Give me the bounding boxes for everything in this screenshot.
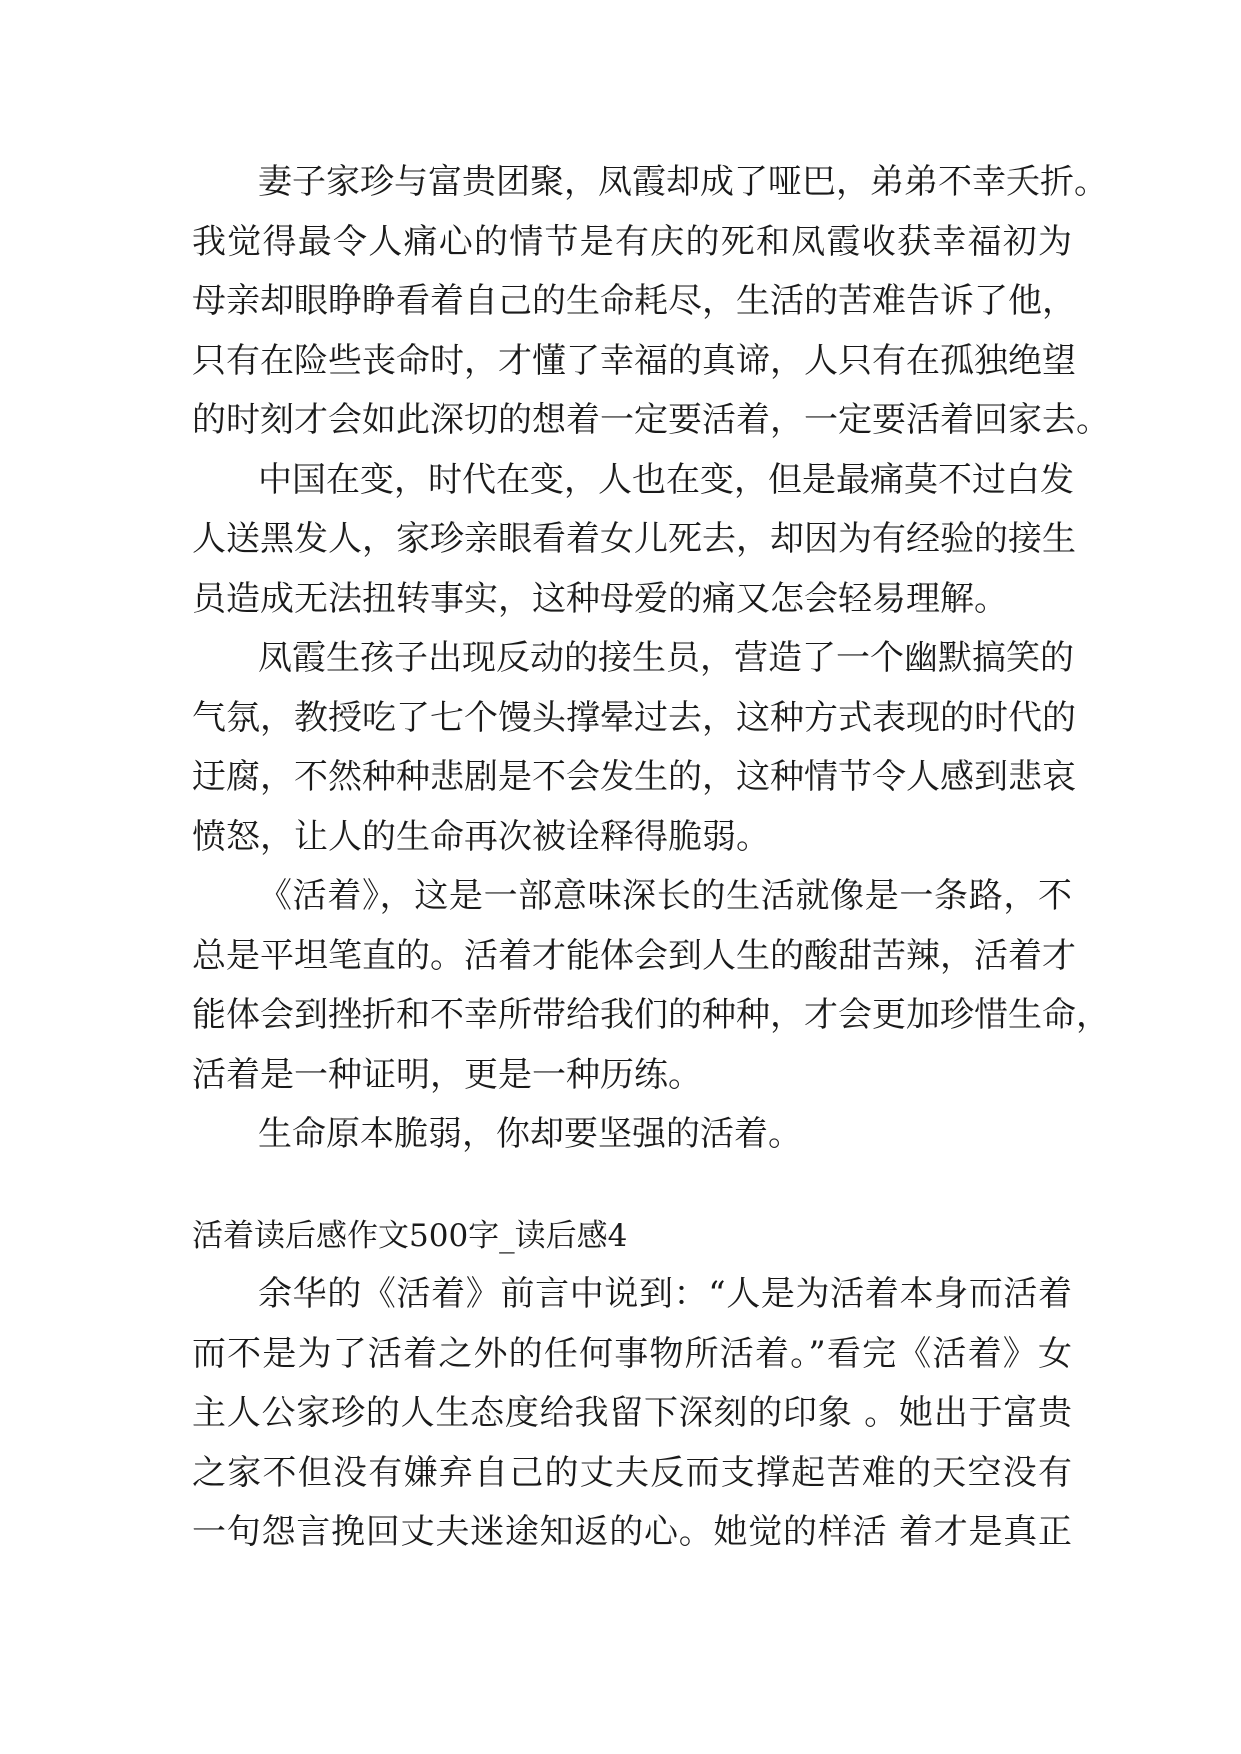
paragraph-line: 总是平坦笔直的。活着才能体会到人生的酸甜苦辣，活着才 (192, 936, 1076, 976)
paragraph-line: 的时刻才会如此深切的想着一定要活着，一定要活着回家去。 (192, 400, 1110, 440)
paragraph-line: 凤霞生孩子出现反动的接生员，营造了一个幽默搞笑的 (258, 638, 1074, 678)
paragraph-line: 我觉得最令人痛心的情节是有庆的死和凤霞收获幸福初为 (192, 222, 1072, 262)
paragraph-line: 只有在险些丧命时，才懂了幸福的真谛，人只有在孤独绝望 (192, 341, 1076, 381)
paragraph-line: 员造成无法扭转事实，这种母爱的痛又怎会轻易理解。 (192, 579, 1008, 619)
paragraph-line: 中国在变，时代在变，人也在变，但是最痛莫不过白发 (258, 460, 1074, 500)
paragraph-line: 之家不但没有嫌弃自己的丈夫反而支撑起苦难的天空没有 (192, 1453, 1072, 1493)
paragraph-line: 妻子家珍与富贵团聚，凤霞却成了哑巴，弟弟不幸夭折。 (258, 162, 1108, 202)
paragraph-line: 生命原本脆弱，你却要坚强的活着。 (258, 1114, 802, 1154)
paragraph-line: 而不是为了活着之外的任何事物所活着。”看完《活着》女 (192, 1334, 1072, 1374)
paragraph-line: 一句怨言挽回丈夫迷途知返的心。她觉的样活 着才是真正 (192, 1512, 1072, 1552)
paragraph-line: 活着是一种证明，更是一种历练。 (192, 1055, 702, 1095)
paragraph-line: 人送黑发人，家珍亲眼看着女儿死去，却因为有经验的接生 (192, 519, 1076, 559)
section-heading: 活着读后感作文500字_读后感4 (192, 1218, 628, 1254)
paragraph-line: 能体会到挫折和不幸所带给我们的种种，才会更加珍惜生命， (192, 995, 1110, 1035)
paragraph-line: 主人公家珍的人生态度给我留下深刻的印象 。她出于富贵 (192, 1393, 1072, 1433)
paragraph-line: 迂腐，不然种种悲剧是不会发生的，这种情节令人感到悲哀 (192, 757, 1076, 797)
paragraph-line: 余华的《活着》前言中说到：“人是为活着本身而活着 (258, 1274, 1072, 1314)
paragraph-line: 《活着》，这是一部意味深长的生活就像是一条路，不 (258, 876, 1072, 916)
paragraph-line: 母亲却眼睁睁看着自己的生命耗尽，生活的苦难告诉了他， (192, 281, 1076, 321)
paragraph-line: 愤怒，让人的生命再次被诠释得脆弱。 (192, 817, 770, 857)
paragraph-line: 气氛，教授吃了七个馒头撑晕过去，这种方式表现的时代的 (192, 698, 1076, 738)
